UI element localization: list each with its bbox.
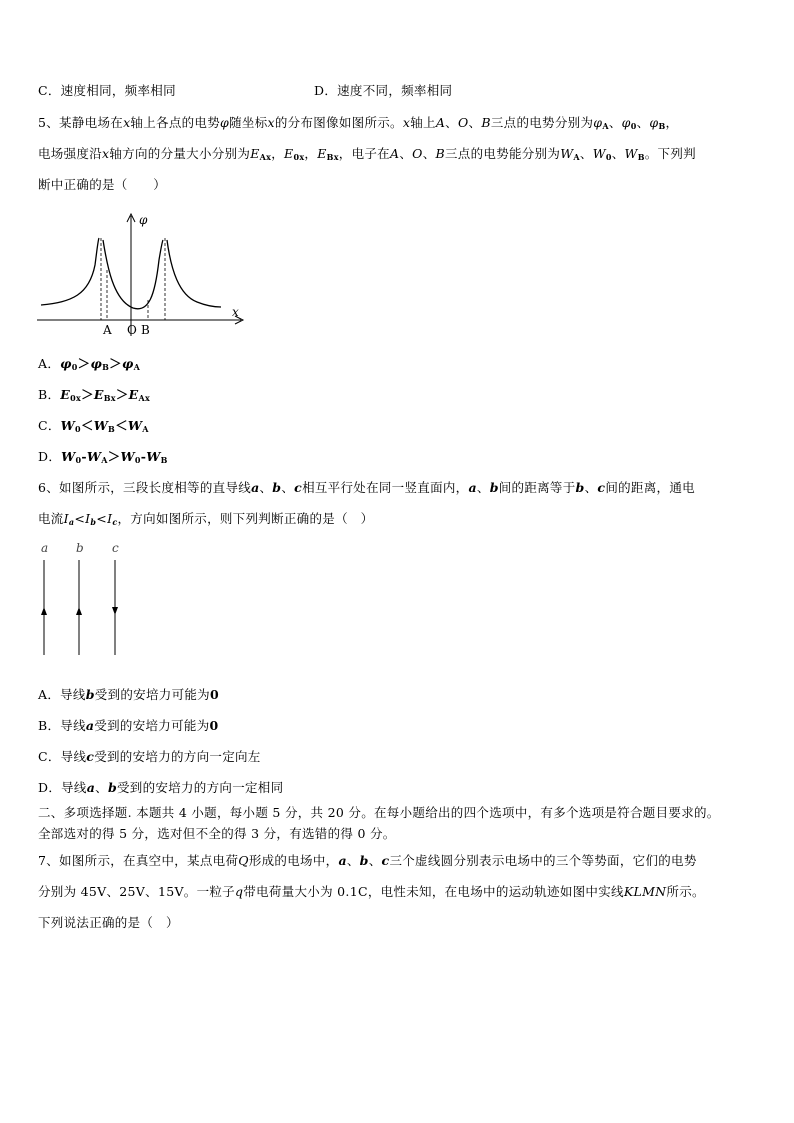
section2-instructions-line1: 二、多项选择题. 本题共 4 小题，每小题 5 分，共 20 分。在每小题给出的四个选项中，有多个选项是符合题目要求的。 (38, 805, 720, 820)
q5-option-a: A．$\varphi_0>\varphi_B>\varphi_A$ (38, 356, 141, 372)
q6-option-b: B．导线a受到的安培力可能为0 (38, 718, 219, 733)
prev-option-c: C．速度相同，频率相同 (38, 83, 176, 98)
q5-potential-graph (37, 210, 252, 340)
q5-option-d: D．$W_0-W_A>W_0-W_B$ (38, 449, 168, 465)
phi-axis-label: φ (139, 213, 148, 227)
tick-label-o: O (127, 323, 137, 337)
wire-a-up-arrow (41, 607, 47, 615)
q6-option-c: C．导线c受到的安培力的方向一定向左 (38, 749, 261, 764)
q5-stem-line3: 断中正确的是（ ） (38, 177, 167, 192)
potential-curve-left (41, 238, 99, 305)
potential-curve-middle (103, 240, 163, 309)
q6-option-d: D．导线a、b受到的安培力的方向一定相同 (38, 780, 284, 795)
tick-label-a: A (103, 323, 112, 337)
prev-option-d: D．速度不同，频率相同 (314, 83, 453, 98)
wire-c-down-arrow (112, 607, 118, 615)
q7-stem-line1: 7、如图所示，在真空中，某点电荷Q形成的电场中，a、b、c三个虚线圆分别表示电场中的三个等势面，它们的电势 (38, 853, 697, 868)
wire-b-label: b (76, 541, 84, 555)
q5-stem-line2: 电场强度沿x轴方向的分量大小分别为$E_{Ax}$，$E_{0x}$，$E_{Bx}$，电子在A、O、B三点的电势能分别为$W_A$、$W_0$、$W_B$。下列判 (38, 146, 696, 162)
tick-label-b: B (141, 323, 150, 337)
potential-curve-right (167, 240, 221, 307)
wire-a-label: a (41, 541, 49, 555)
section2-instructions-line2: 全部选对的得 5 分，选对但不全的得 3 分，有选错的得 0 分。 (38, 826, 396, 841)
q7-stem-line3: 下列说法正确的是（ ） (38, 915, 179, 930)
wire-c-label: c (112, 541, 119, 555)
q7-stem-line2: 分别为 45V、25V、15V。一粒子q带电荷量大小为 0.1C，电性未知，在电场中的运动轨迹如图中实线KLMN所示。 (38, 884, 705, 899)
q6-option-a: A．导线b受到的安培力可能为0 (38, 687, 219, 702)
q5-option-c: C．$W_0<W_B<W_A$ (38, 418, 149, 434)
q5-option-b: B．$E_{0x}>E_{Bx}>E_{Ax}$ (38, 387, 151, 403)
q6-wires-figure (36, 540, 136, 660)
q5-stem-line1: 5、某静电场在x轴上各点的电势φ随坐标x的分布图像如图所示。x轴上A、O、B三点的电势分别为$\varphi_A$、$\varphi_0$、$\varphi_B$， (38, 115, 679, 131)
x-axis-label: x (232, 305, 239, 319)
q6-stem-line2: 电流$I_a<I_b<I_c$，方向如图所示，则下列判断正确的是（ ） (38, 511, 374, 527)
q6-stem-line1: 6、如图所示，三段长度相等的直导线a、b、c相互平行处在同一竖直面内，a、b间的距离等于b、c间的距离，通电 (38, 480, 695, 495)
wire-b-up-arrow (76, 607, 82, 615)
